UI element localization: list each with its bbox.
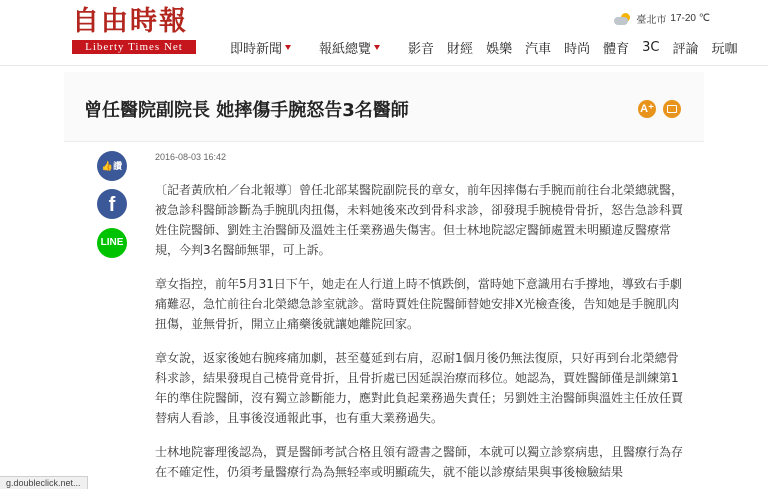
facebook-like-button[interactable]: 👍讚: [97, 151, 127, 181]
browser-status-bar: g.doubleclick.net...: [0, 476, 88, 489]
article-paragraph: 章女說，返家後她右腕疼痛加劇，甚至蔓延到右肩，忍耐1個月後仍無法復原，只好再到台北榮總骨科求診，結果發現自己橈骨竟骨折，且骨折處已因延誤治療而移位。她認為，賈姓醫師僅是訓練第1年的準住院醫師，沒有獨立診斷能力，應對此負起業務過失責任；另劉姓主治醫師與溫姓主任放任賈替病人看診，且事後沒通報此事，也有重大業務過失。: [155, 351, 684, 425]
print-button[interactable]: [663, 100, 681, 118]
article-date: 2016-08-03 16:42: [155, 152, 227, 162]
nav-item-opinion[interactable]: 評論: [672, 42, 699, 57]
article-title-band: [64, 72, 704, 142]
caret-down-icon: [285, 45, 291, 50]
weather-widget[interactable]: [614, 11, 710, 26]
line-share-button[interactable]: [97, 228, 127, 258]
weather-temp: 17-20 ℃: [670, 13, 710, 24]
nav-item-breaking-news[interactable]: 即時新聞: [230, 38, 291, 57]
thumbs-up-icon: 👍: [101, 161, 114, 171]
weather-city: 臺北市: [636, 15, 667, 26]
article-paragraph: 章女指控，前年5月31日下午，她走在人行道上時不慎跌倒，當時她下意識用右手撐地，導致右手劇痛難忍，急忙前往台北榮總急診室就診。當時賈姓住院醫師替她安排X光檢查後，告知她是手腕肌肉扭傷，並無骨折，開立止痛藥後就讓她離院回家。: [155, 277, 682, 331]
caret-down-icon: [374, 45, 380, 50]
article-body: [155, 150, 690, 482]
article-title: 曾任醫院副院長 她摔傷手腕怒告3名醫師: [84, 100, 409, 121]
font-size-button[interactable]: A⁺: [638, 100, 656, 118]
nav-item-entertainment[interactable]: 娛樂: [486, 42, 513, 57]
site-logo[interactable]: [72, 7, 196, 59]
facebook-icon: f: [108, 194, 116, 216]
nav-item-sports[interactable]: 體育: [603, 42, 630, 57]
nav-item-video[interactable]: 影音: [408, 42, 435, 57]
main-nav: [230, 38, 751, 57]
partly-cloudy-icon: [614, 13, 632, 25]
article-paragraph: 〔記者黃欣柏／台北報導〕曾任北部某醫院副院長的章女，前年因摔傷右手腕而前往台北榮總就醫，被急診科醫師診斷為手腕肌肉扭傷，未料她後來改到骨科求診，卻發現手腕橈骨骨折，怒告急診科賈姓住院醫師、劉姓主治醫師及溫姓主任業務過失傷害。但士林地院認定醫師處置未明顯違反醫療常規，今判3名醫師無罪，可上訴。: [155, 183, 684, 257]
article-paragraph: 士林地院審理後認為，賈是醫師考試合格且領有證書之醫師，本就可以獨立診察病患，且醫療行為存在不確定性，仍須考量醫療行為為無轻率或明顯疏失，就不能以診療結果與事後檢驗結果: [155, 445, 684, 479]
nav-item-playing[interactable]: 玩咖: [711, 42, 738, 57]
facebook-share-button[interactable]: [97, 189, 127, 219]
printer-icon: [667, 105, 677, 113]
nav-item-finance[interactable]: 財經: [447, 42, 474, 57]
nav-item-fashion[interactable]: 時尚: [564, 42, 591, 57]
logo-english: Liberty Times Net: [72, 40, 196, 54]
nav-item-3c[interactable]: 3C: [642, 40, 660, 55]
site-header: [0, 0, 768, 66]
line-icon: LINE: [100, 237, 124, 248]
nav-item-auto[interactable]: 汽車: [525, 42, 552, 57]
nav-item-newspaper[interactable]: 報紙總覽: [319, 38, 380, 57]
logo-chinese: 自由時報: [72, 6, 188, 37]
